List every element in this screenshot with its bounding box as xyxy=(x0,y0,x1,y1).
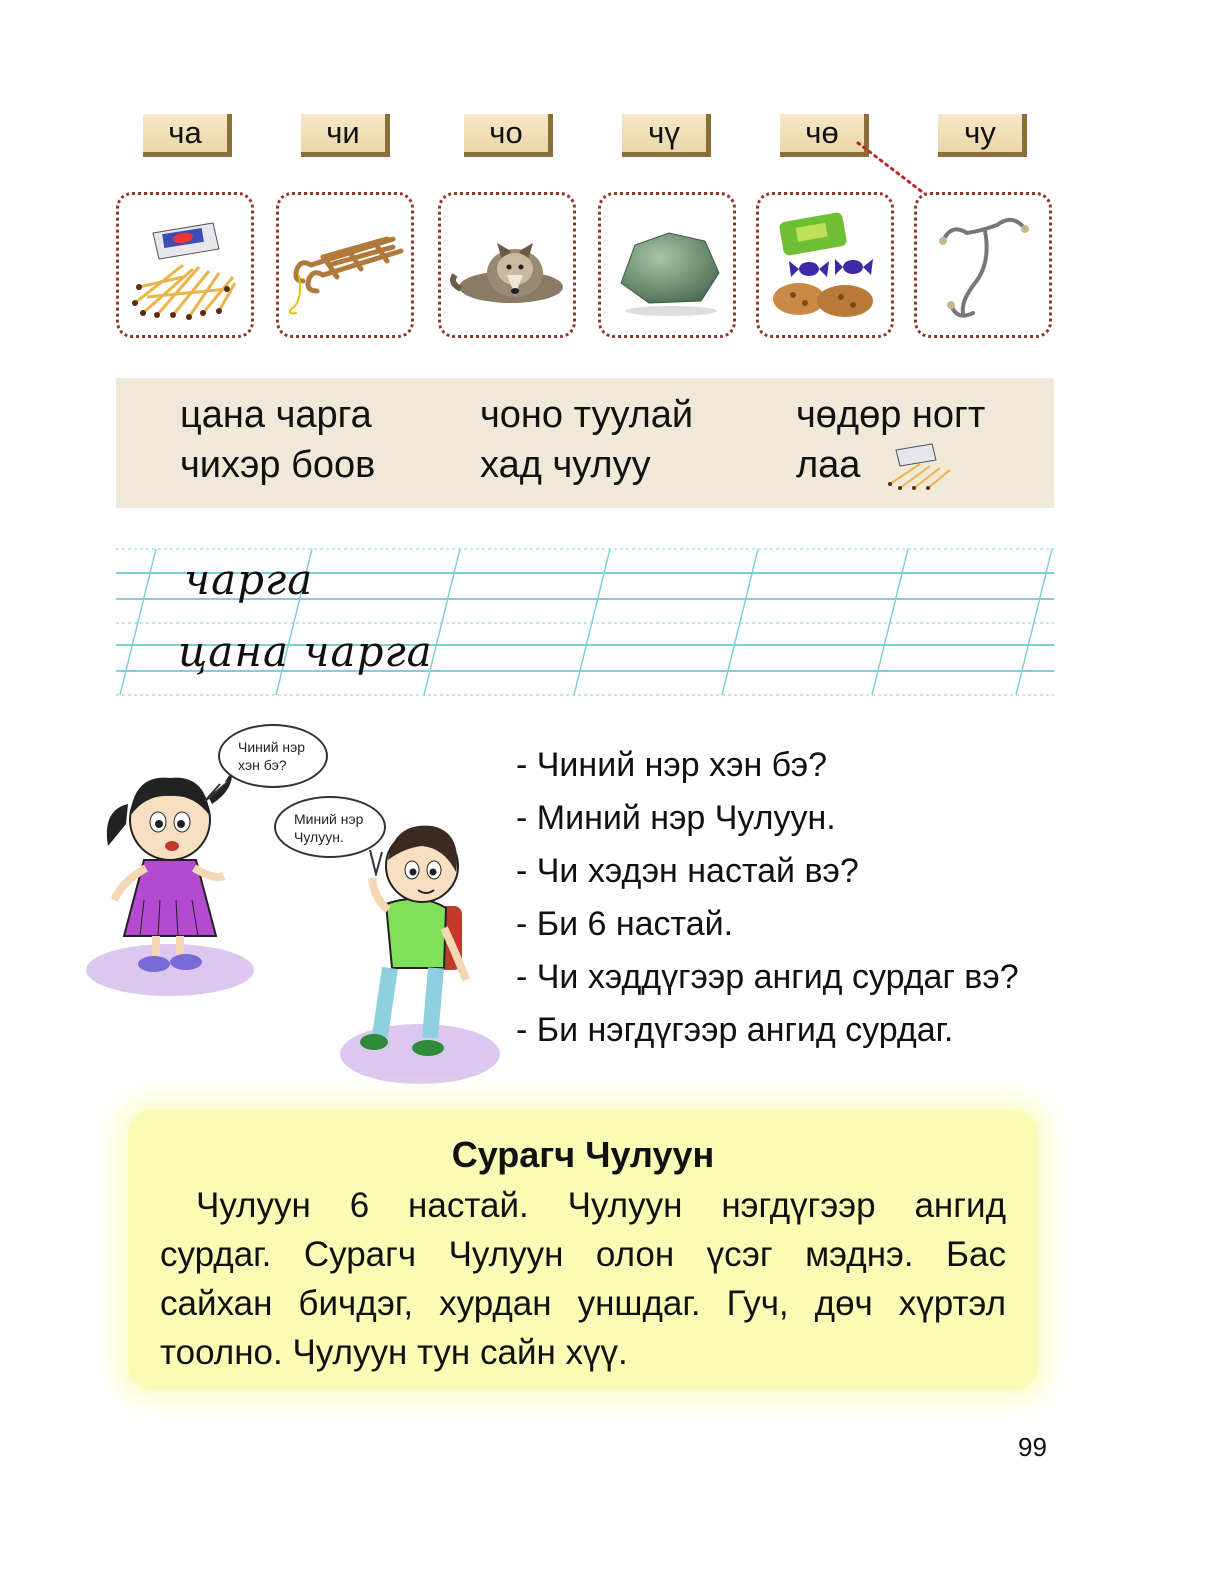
stone-icon xyxy=(605,203,729,327)
syllable-tag-chu: чу xyxy=(938,114,1027,157)
dialogue-line: - Чиний нэр хэн бэ? xyxy=(516,746,828,784)
boy-speech-bubble xyxy=(274,796,386,858)
word-item: цана чарга xyxy=(180,394,372,436)
picture-card-sweets xyxy=(756,192,894,338)
reading-line: сайхан бичдэг, хурдан уншдаг. Гуч, дөч хүртэл xyxy=(160,1284,1006,1323)
reading-line: тоолно. Чулуун тун сайн хүү. xyxy=(160,1333,628,1372)
reading-box xyxy=(128,1110,1038,1390)
writing-practice xyxy=(116,545,1054,700)
bubble-text: хэн бэ? xyxy=(238,757,287,773)
bubble-text: Чулуун. xyxy=(294,829,344,845)
reading-line: сурдаг. Сурагч Чулуун олон үсэг мэднэ. Бас xyxy=(160,1235,1006,1274)
cursive-phrase: цана чарга xyxy=(178,627,433,676)
dialogue-line: - Би 6 настай. xyxy=(516,905,734,943)
bubble-tail xyxy=(366,850,396,876)
dialogue-line: - Миний нэр Чулуун. xyxy=(516,799,836,837)
matches-icon xyxy=(123,203,247,327)
bubble-text: Чиний нэр xyxy=(238,739,306,755)
word-item: чихэр боов xyxy=(180,444,376,486)
word-item: чоно туулай xyxy=(480,394,694,436)
wolf-icon xyxy=(445,203,569,327)
dialogue-line: - Чи хэддүгээр ангид сурдаг вэ? xyxy=(516,958,1019,996)
word-band xyxy=(116,378,1054,508)
bubble-text: Миний нэр xyxy=(294,811,364,827)
syllable-tag-chi: чи xyxy=(301,114,390,157)
picture-card-hobble xyxy=(914,192,1052,338)
picture-card-matches xyxy=(116,192,254,338)
page-number: 99 xyxy=(1018,1432,1047,1462)
word-item: лаа xyxy=(796,444,861,486)
word-item: хад чулуу xyxy=(480,444,651,486)
reading-line: Чулуун 6 настай. Чулуун нэгдүгээр ангид xyxy=(196,1186,1006,1225)
syllable-tag-cho: чо xyxy=(464,114,553,157)
cursive-word: чарга xyxy=(184,555,314,604)
boy-character xyxy=(340,818,500,1086)
picture-card-wolf xyxy=(438,192,576,338)
syllable-tag-cha: ча xyxy=(143,114,232,157)
syllable-tag-choe: чө xyxy=(780,114,869,157)
sweets-icon xyxy=(763,203,887,327)
hobble-icon xyxy=(921,203,1045,327)
sled-icon xyxy=(283,203,407,327)
bubble-tail xyxy=(200,780,240,806)
picture-card-stone xyxy=(598,192,736,338)
syllable-tag-chue: чү xyxy=(622,114,711,157)
candle-matches-icon xyxy=(886,440,956,492)
girl-speech-bubble xyxy=(218,724,328,788)
picture-card-sled xyxy=(276,192,414,338)
dialogue-line: - Чи хэдэн настай вэ? xyxy=(516,852,859,890)
reading-title: Сурагч Чулуун xyxy=(451,1134,715,1175)
dialogue-line: - Би нэгдүгээр ангид сурдаг. xyxy=(516,1011,954,1049)
word-item: чөдөр ногт xyxy=(796,394,986,436)
